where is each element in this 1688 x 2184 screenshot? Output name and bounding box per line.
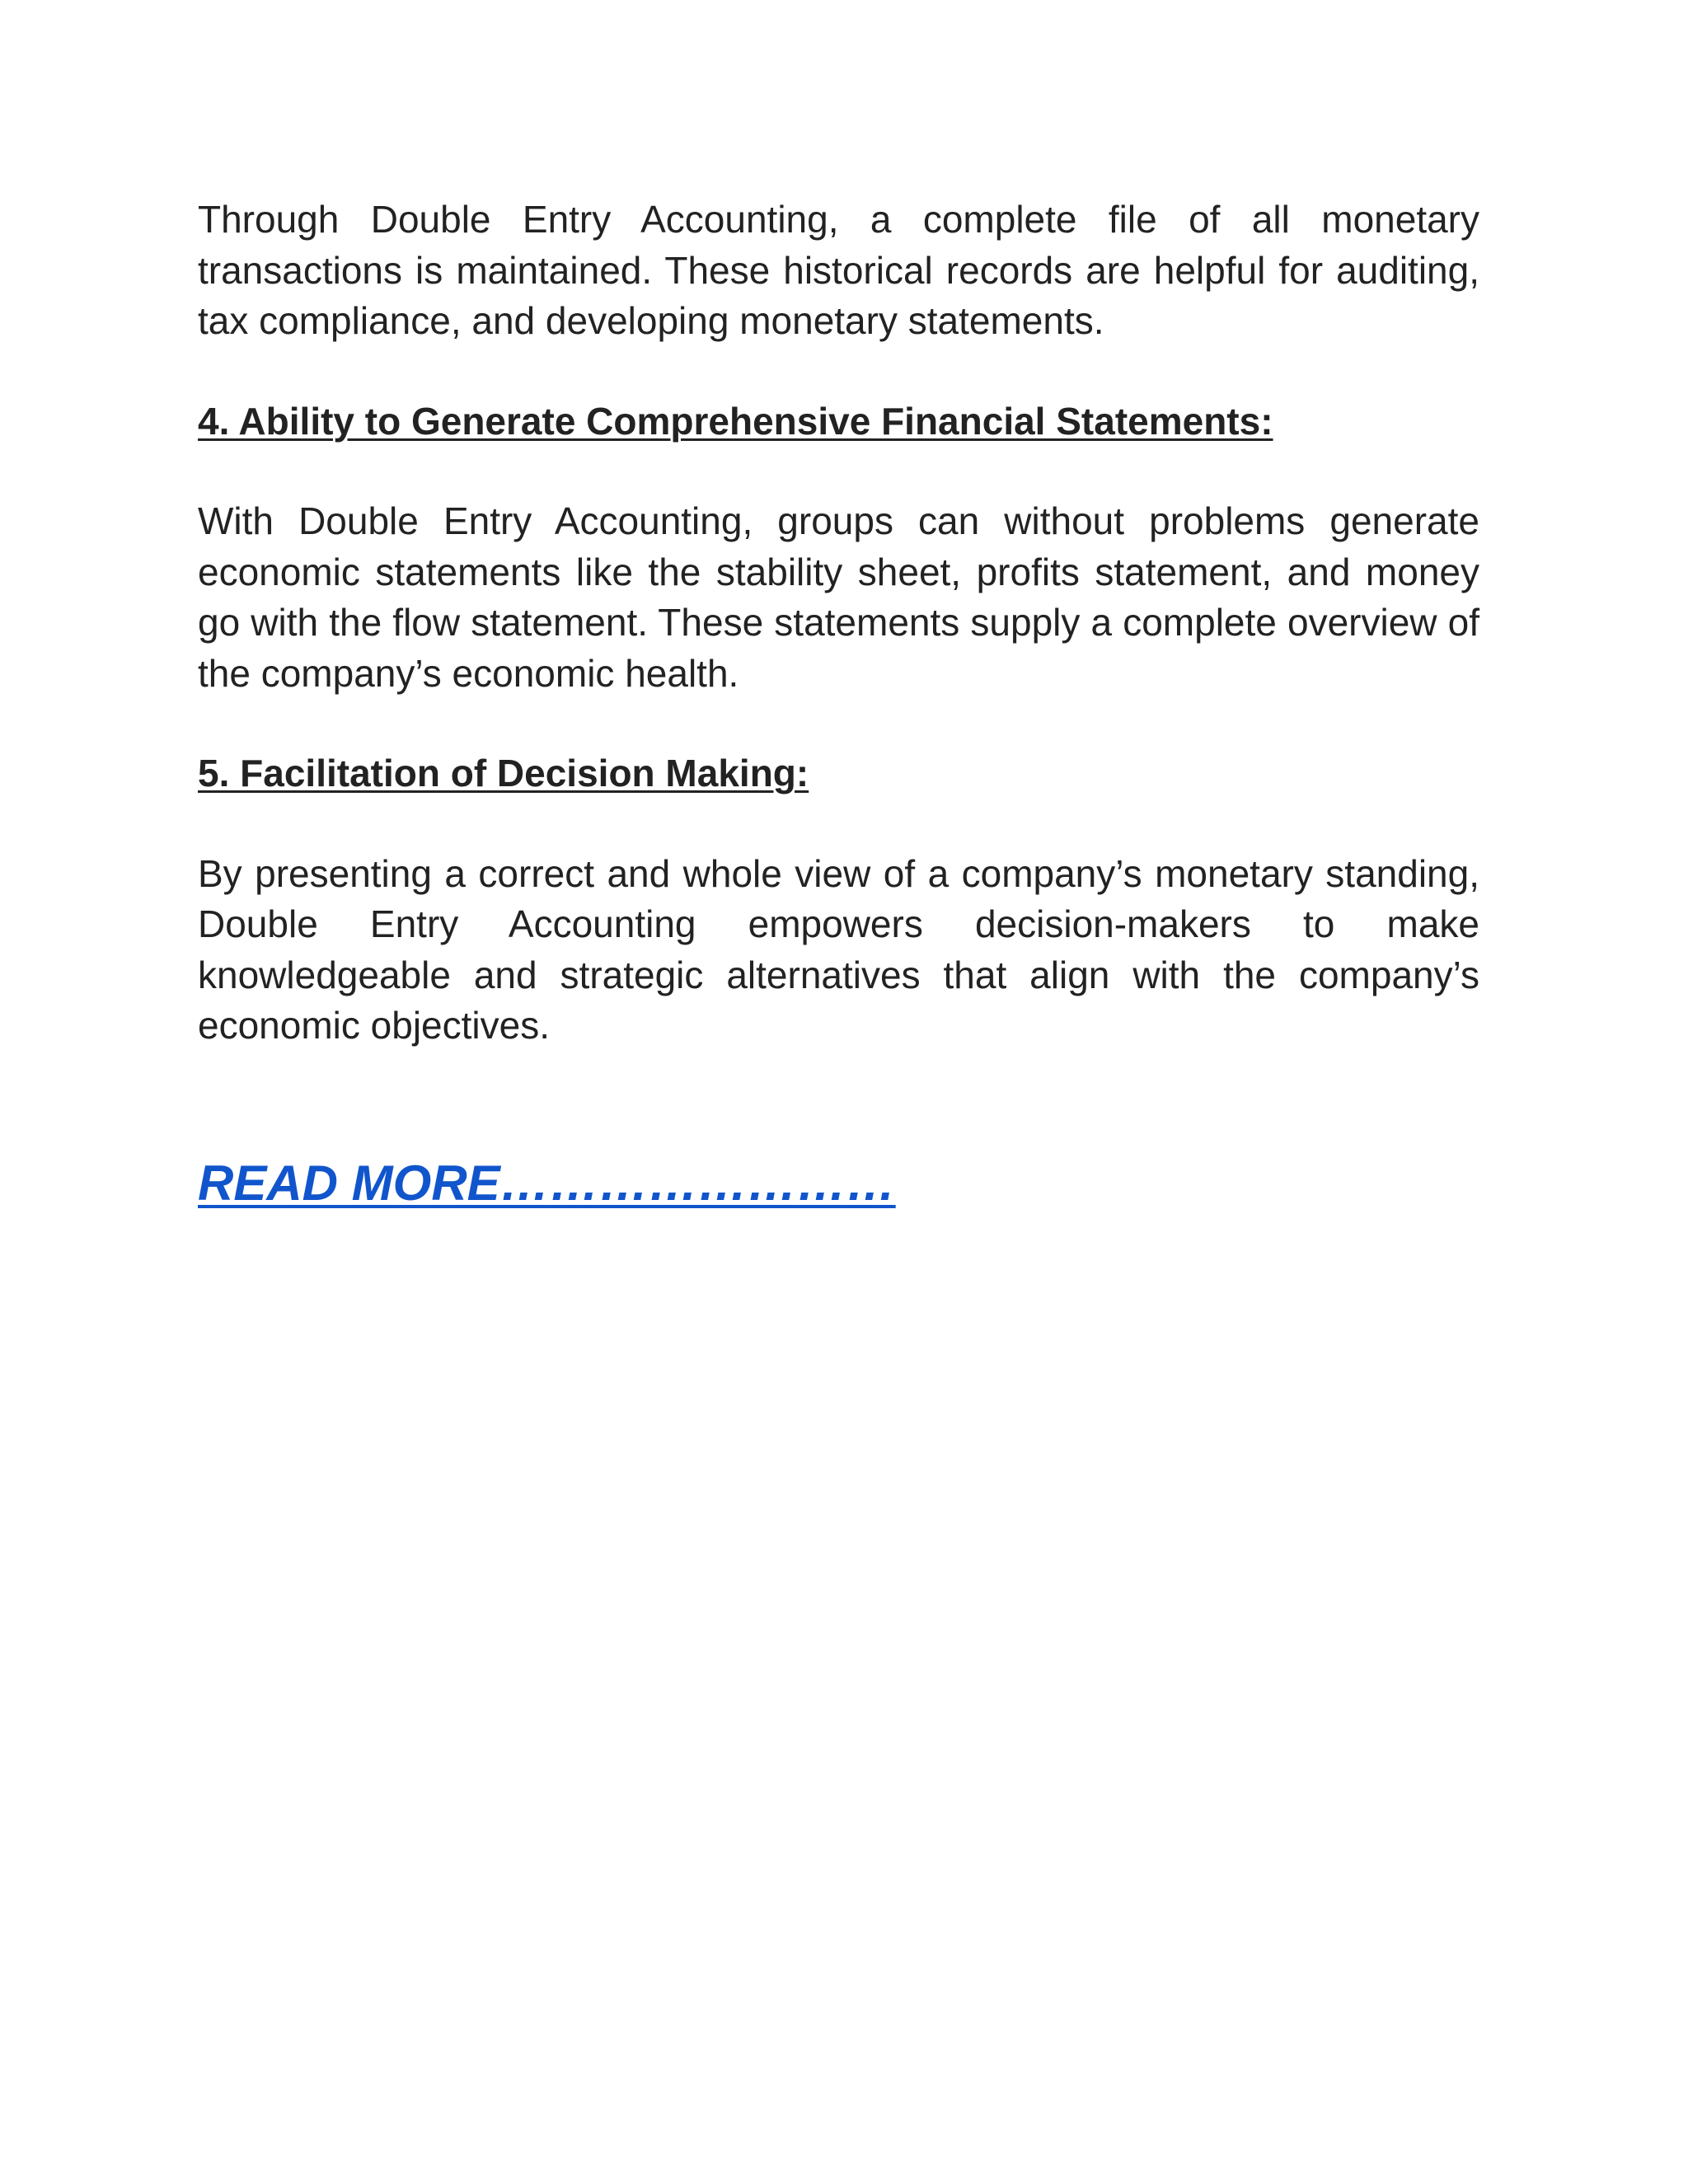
paragraph-financial-statements: With Double Entry Accounting, groups can without problems generate economic statements like the stability sheet, profits statement, and money go with the flow statement. These statements supply a complete overview of the company’s economic health. bbox=[198, 499, 1479, 695]
document-page bbox=[198, 194, 1479, 1212]
read-more-link[interactable]: READ MORE…………………… bbox=[198, 1155, 896, 1211]
heading-decision-making: 5. Facilitation of Decision Making: bbox=[198, 752, 809, 794]
paragraph-decision-making: By presenting a correct and whole view of a company’s monetary standing, Double Entry Accounting empowers decision-makers to make knowledgeable and strategic alternatives that align with the company’s economic objectives. bbox=[198, 851, 1479, 1047]
paragraph-record-keeping: Through Double Entry Accounting, a complete file of all monetary transactions is maintained. These historical records are helpful for auditing, tax compliance, and developing monetary statements. bbox=[198, 198, 1479, 342]
heading-financial-statements: 4. Ability to Generate Comprehensive Financial Statements: bbox=[198, 399, 1273, 443]
